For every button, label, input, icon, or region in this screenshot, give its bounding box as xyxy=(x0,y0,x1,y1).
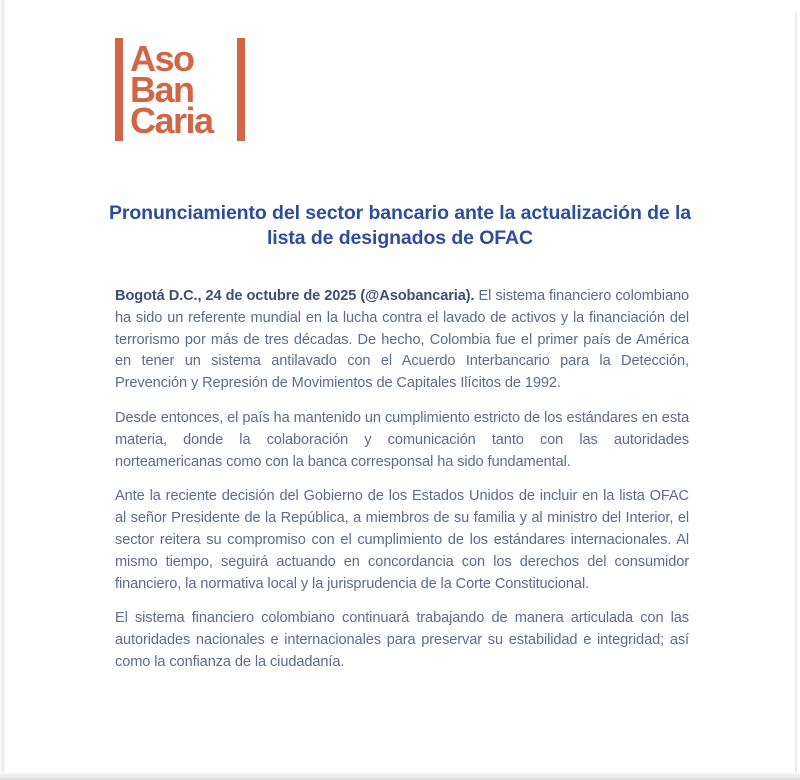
page-bottom-edge xyxy=(0,772,800,780)
asobancaria-logo xyxy=(115,38,245,141)
logo-line-3: Caria xyxy=(130,100,213,141)
page-left-edge xyxy=(0,0,6,780)
dateline-lead: Bogotá D.C., 24 de octubre de 2025 (@Asobancaria). xyxy=(115,288,475,304)
page-right-edge xyxy=(795,12,797,780)
paragraph-4-text: El sistema financiero colombiano continuará trabajando de manera articulada con las autoridades nacionales e internacionales para preservar su estabilidad e integridad; así como la confianza de la ciudadanía. xyxy=(115,610,689,670)
paragraph-dateline xyxy=(115,286,689,395)
paragraph-3-text: Ante la reciente decisión del Gobierno de los Estados Unidos de incluir en la lista OFAC al señor Presidente de la República, a miembros de su familia y al ministro del Interior, el sector reitera su compromiso con el cumplimiento de los estándares internacionales. Al mismo tiempo, seguirá actuando en concordancia con los derechos del consumidor financiero, la normativa local y la jurisprudencia de la Corte Constitucional. xyxy=(115,488,689,592)
paragraph-4 xyxy=(115,608,689,673)
logo-left-bar-icon xyxy=(115,38,123,141)
logo-line-2: Ban xyxy=(130,69,194,110)
statement-title: Pronunciamiento del sector bancario ante la actualización de la lista de designados de OFAC xyxy=(108,202,692,249)
logo-line-1: Aso xyxy=(130,38,194,79)
logo-wordmark xyxy=(130,38,230,141)
paragraph-3 xyxy=(115,486,689,595)
paragraph-2 xyxy=(115,408,689,473)
statement-body xyxy=(115,286,689,687)
logo-right-bar-icon xyxy=(237,38,245,141)
paragraph-1-text: El sistema financiero colombiano ha sido un referente mundial en la lucha contra el lavado de activos y la financiación del terrorismo por más de tres décadas. De hecho, Colombia fue el primer país de América en tener un sistema antilavado con el Acuerdo Interbancario para la Detección, Prevención y Represión de Movimientos de Capitales Ilícitos de 1992. xyxy=(115,288,689,392)
paragraph-2-text: Desde entonces, el país ha mantenido un cumplimiento estricto de los estándares en esta materia, donde la colaboración y comunicación tanto con las autoridades norteamericanas como con la banca corresponsal ha sido fundamental. xyxy=(115,409,689,470)
